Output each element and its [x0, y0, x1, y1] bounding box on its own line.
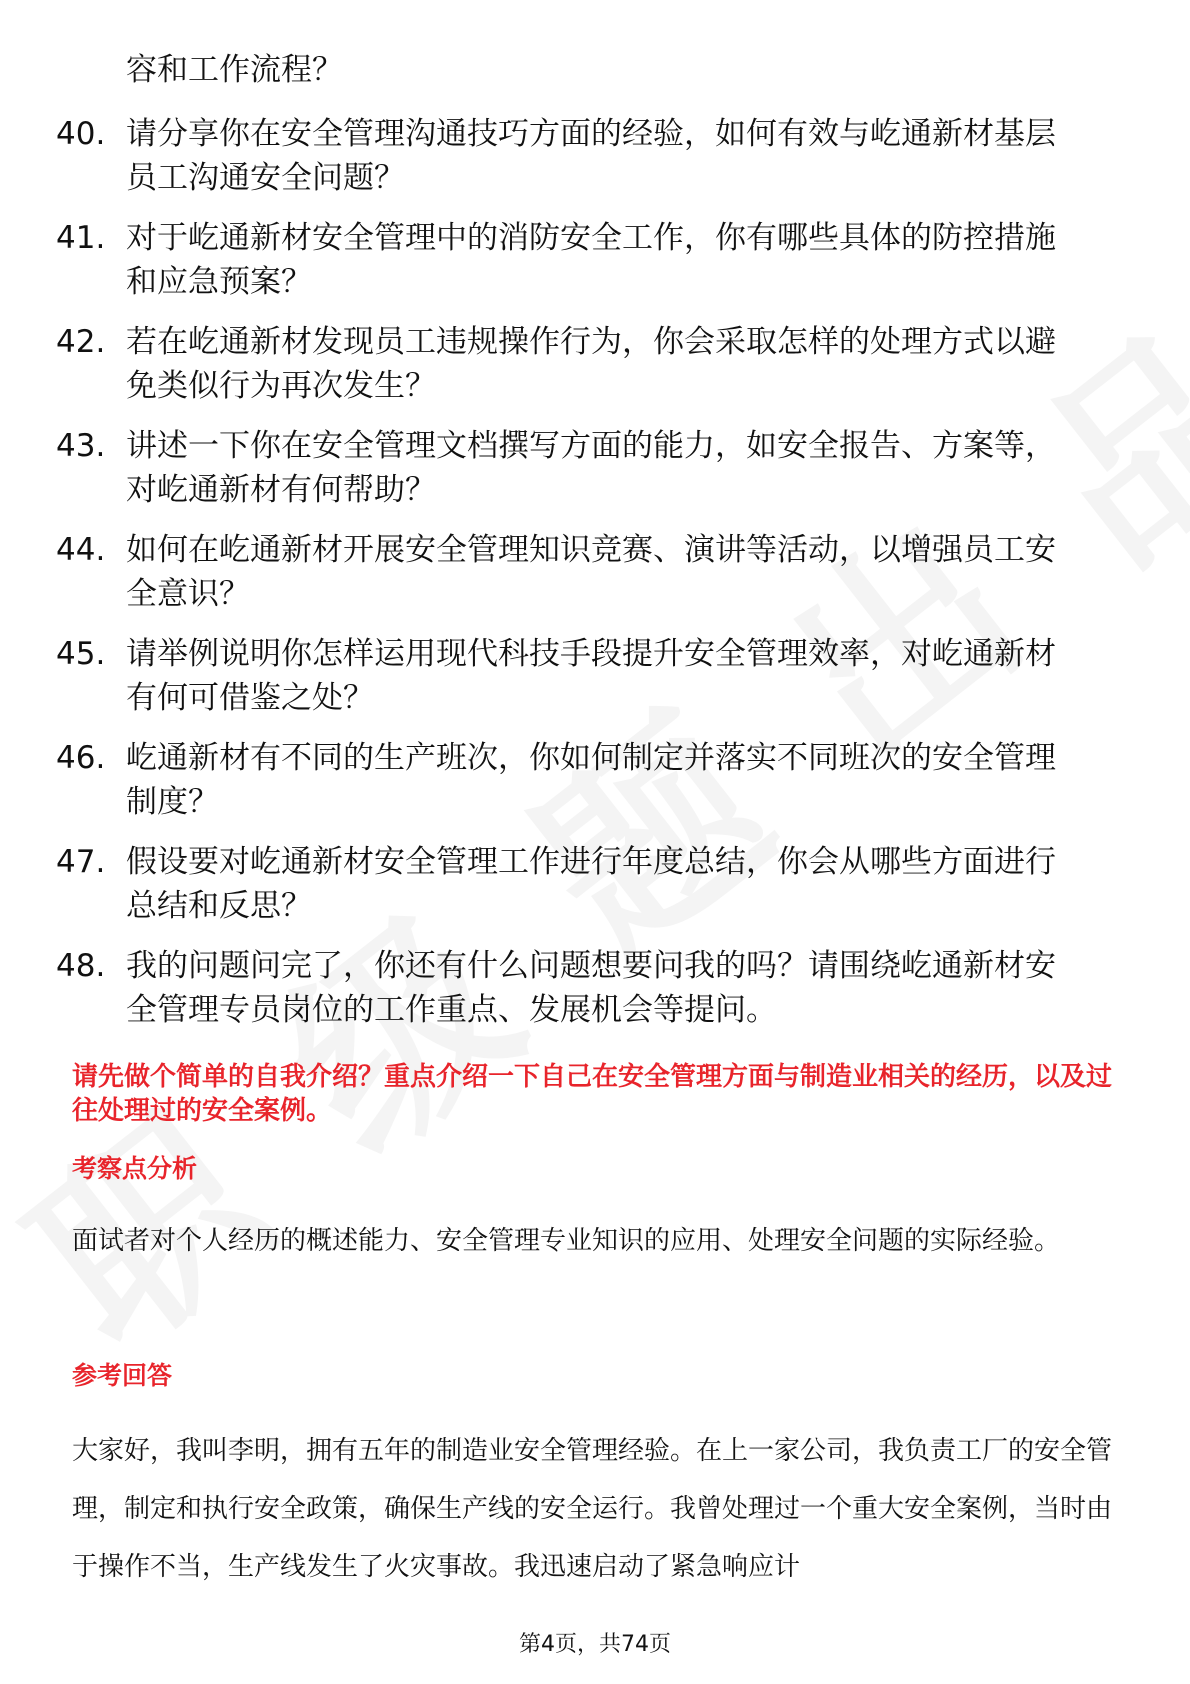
list-item [56, 216, 1116, 320]
question-number: 43. [56, 428, 106, 464]
question-number: 47. [56, 844, 106, 880]
question-number: 41. [56, 220, 106, 256]
list-item [56, 840, 1116, 944]
question-text: 对于屹通新材安全管理中的消防安全工作，你有哪些具体的防控措施和应急预案？ [126, 220, 1056, 300]
question-number: 42. [56, 324, 106, 360]
list-item [56, 528, 1116, 632]
list-item [56, 632, 1116, 736]
question-text: 我的问题问完了，你还有什么问题想要问我的吗？请围绕屹通新材安全管理专员岗位的工作重点、发展机会等提问。 [126, 948, 1056, 1028]
list-item [56, 424, 1116, 528]
question-text: 请分享你在安全管理沟通技巧方面的经验，如何有效与屹通新材基层员工沟通安全问题？ [126, 116, 1056, 196]
question-text: 讲述一下你在安全管理文档撰写方面的能力，如安全报告、方案等，对屹通新材有何帮助？ [126, 428, 1056, 508]
question-text: 若在屹通新材发现员工违规操作行为，你会采取怎样的处理方式以避免类似行为再次发生？ [126, 324, 1056, 404]
question-number: 46. [56, 740, 106, 776]
reference-body: 大家好，我叫李明，拥有五年的制造业安全管理经验。在上一家公司，我负责工厂的安全管理，制定和执行安全政策，确保生产线的安全运行。我曾处理过一个重大安全案例，当时由于操作不当，生产线发生了火灾事故。我迅速启动了紧急响应计 [72, 1436, 1113, 1582]
question-text: 如何在屹通新材开展安全管理知识竞赛、演讲等活动，以增强员工安全意识？ [126, 532, 1056, 612]
featured-question: 请先做个简单的自我介绍？重点介绍一下自己在安全管理方面与制造业相关的经历，以及过往处理过的安全案例。 [72, 1062, 1113, 1126]
list-item [56, 320, 1116, 424]
list-item [56, 736, 1116, 840]
analysis-body: 面试者对个人经历的概述能力、安全管理专业知识的应用、处理安全问题的实际经验。 [72, 1226, 1061, 1256]
question-number: 40. [56, 116, 106, 152]
question-text: 假设要对屹通新材安全管理工作进行年度总结，你会从哪些方面进行总结和反思？ [126, 844, 1056, 924]
question-number: 45. [56, 636, 106, 672]
list-item [56, 112, 1116, 216]
analysis-heading: 考察点分析 [72, 1154, 198, 1183]
question-list [56, 112, 1116, 1048]
page-footer: 第4页，共74页 [519, 1632, 671, 1657]
reference-heading: 参考回答 [72, 1361, 173, 1390]
question-number: 48. [56, 948, 106, 984]
list-item [56, 944, 1116, 1048]
question-text: 请举例说明你怎样运用现代科技手段提升安全管理效率，对屹通新材有何可借鉴之处？ [126, 636, 1056, 716]
question-number: 44. [56, 532, 106, 568]
question-text: 屹通新材有不同的生产班次，你如何制定并落实不同班次的安全管理制度？ [126, 740, 1056, 820]
continued-question-line: 容和工作流程？ [126, 52, 343, 88]
